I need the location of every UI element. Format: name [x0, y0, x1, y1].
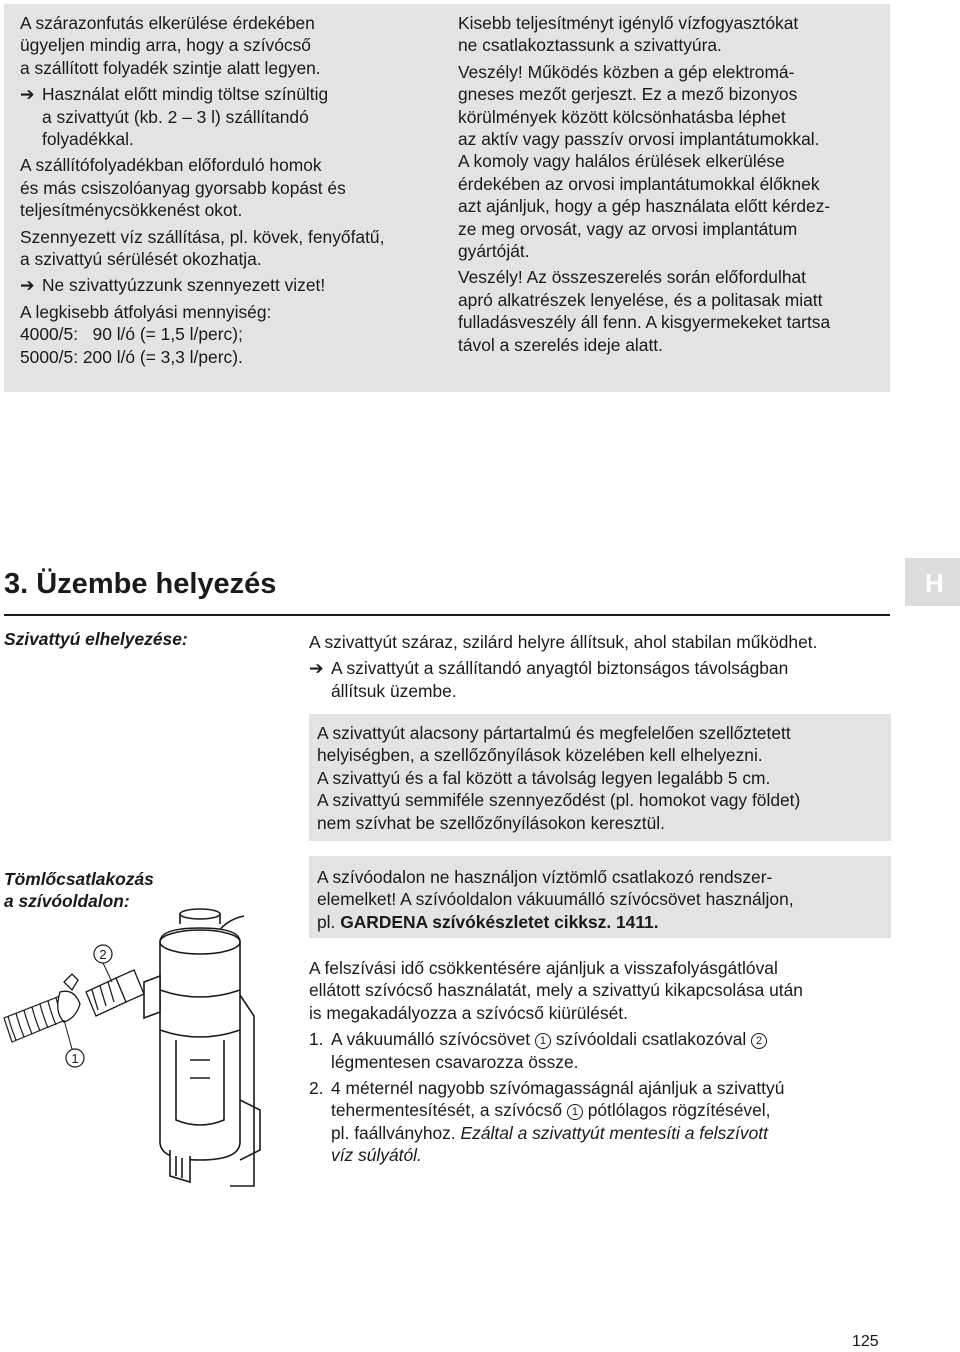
info-right-column: [458, 12, 888, 356]
no-dirty-water-instruction: ➔ Ne szivattyúzzunk szennyezett vizet!: [20, 275, 326, 296]
assembly-danger: Veszély! Az összeszerelés során előfordulhat apró alkatrészek lenyelése, és a politasak miatt fulladásveszély áll fenn. A kisgyermekeket tartsa távol a szerelés ideje alatt.: [458, 267, 831, 355]
language-tab: H: [905, 558, 960, 606]
hose-instructions: [309, 957, 891, 1167]
electromagnetic-danger: Veszély! Működés közben a gép elektromá- gneses mezőt gerjeszt. Ez a mező bizonyos körülmények között kölcsönhatásba léphet az aktív vagy passzív orvosi implantátumokkal. A komoly vagy halálos érülések elkerülése érdekében az orvosi implantátumokkal élőknek azt ajánljuk, hogy a gép használata előtt kérdez- ze meg orvosát, vagy az orvosi implantátum gyártóját.: [458, 61, 831, 262]
callout-1-icon: 1: [567, 1104, 583, 1120]
placement-text: [309, 631, 889, 702]
min-flow-info: A legkisebb átfolyási mennyiség: 4000/5: 90 l/ó (= 1,5 l/perc); 5000/5: 200 l/ó (= 3,3 l/perc).: [20, 301, 272, 367]
callout-2-label: 2: [99, 947, 107, 962]
hose-clamp-icon: [58, 974, 80, 1022]
callout-1-icon: 1: [535, 1033, 551, 1049]
dirty-water-warning: Szennyezett víz szállítása, pl. kövek, fenyőfatű, a szivattyú sérülését okozhatja.: [20, 226, 385, 270]
step-2: 2. 4 méternél nagyobb szívómagasságnál ajánljuk a szivattyú tehermentesítését, a szívócső 1 pótlólagos rögzítésével, pl. faállványhoz. Ezáltal a szivattyút mentesíti a felszívott víz súlyától.: [309, 1078, 785, 1166]
placement-label: Szivattyú elhelyezése:: [4, 629, 188, 649]
arrow-icon: ➔: [20, 84, 35, 105]
section-title: 3. Üzembe helyezés: [4, 568, 277, 600]
suction-connector-icon: [86, 970, 144, 1016]
page-number: 125: [852, 1333, 879, 1350]
pump-icon: [144, 909, 260, 1186]
pump-hose-illustration: [0, 900, 300, 1190]
arrow-icon: ➔: [309, 658, 324, 679]
dry-run-warning: A szárazonfutás elkerülése érdekében ügyeljen mindig arra, hogy a szívócső a szállított folyadék szintje alatt legyen.: [20, 13, 321, 78]
ventilation-note: A szivattyút alacsony pártartalmú és megfelelően szellőztetett helyiségben, a szellőzőnyílások közelében kell elhelyezni. A szivattyú és a fal között a távolság legyen legalább 5 cm. A szivattyú semmiféle szennyeződést (pl. homokot vagy földet) nem szívhat be szellőzőnyílásokon keresztül.: [317, 723, 801, 833]
arrow-icon: ➔: [20, 275, 35, 296]
sand-warning: A szállítófolyadékban előforduló homok és más csiszolóanyag gyorsabb kopást és teljesítménycsökkenést okot.: [20, 155, 346, 221]
placement-instruction: ➔ A szivattyút a szállítandó anyagtól biztonságos távolságban állítsuk üzembe.: [309, 658, 789, 701]
hose-connection-label: Tömlőcsatlakozás a szívóoldalon:: [4, 869, 154, 912]
gardena-part-number: GARDENA szívókészletet cikksz. 1411.: [340, 911, 659, 932]
callout-1-label: 1: [71, 1051, 79, 1066]
hose-note: A szívóodalon ne használjon víztömlő csatlakozó rendszer- elemelket! A szívóoldalon vákuumálló szívócsövet használjon, pl. GARDENA szívókészletet cikksz. 1411.: [317, 867, 794, 932]
step-1: 1. A vákuumálló szívócsövet 1 szívóoldali csatlakozóval 2 légmentesen csavarozza össze.: [309, 1028, 891, 1073]
callout-2-icon: 2: [751, 1033, 767, 1049]
fill-instruction: ➔ Használat előtt mindig töltse színültig a szivattyút (kb. 2 – 3 l) szállítandó folyadékkal.: [20, 84, 329, 150]
low-power-consumers-note: Kisebb teljesítményt igénylő vízfogyasztókat ne csatlakoztassunk a szivattyúra.: [458, 13, 799, 56]
check-valve-recommendation: A felszívási idő csökkentésére ajánljuk a visszafolyásgátlóval ellátott szívócső használatát, mely a szivattyú kikapcsolása után is megakadályozza a szívócső kiürülését.: [309, 958, 803, 1023]
placement-intro: A szivattyút száraz, szilárd helyre állítsuk, ahol stabilan működhet.: [309, 632, 818, 652]
section-divider: [4, 614, 890, 616]
info-left-column: [20, 12, 440, 368]
